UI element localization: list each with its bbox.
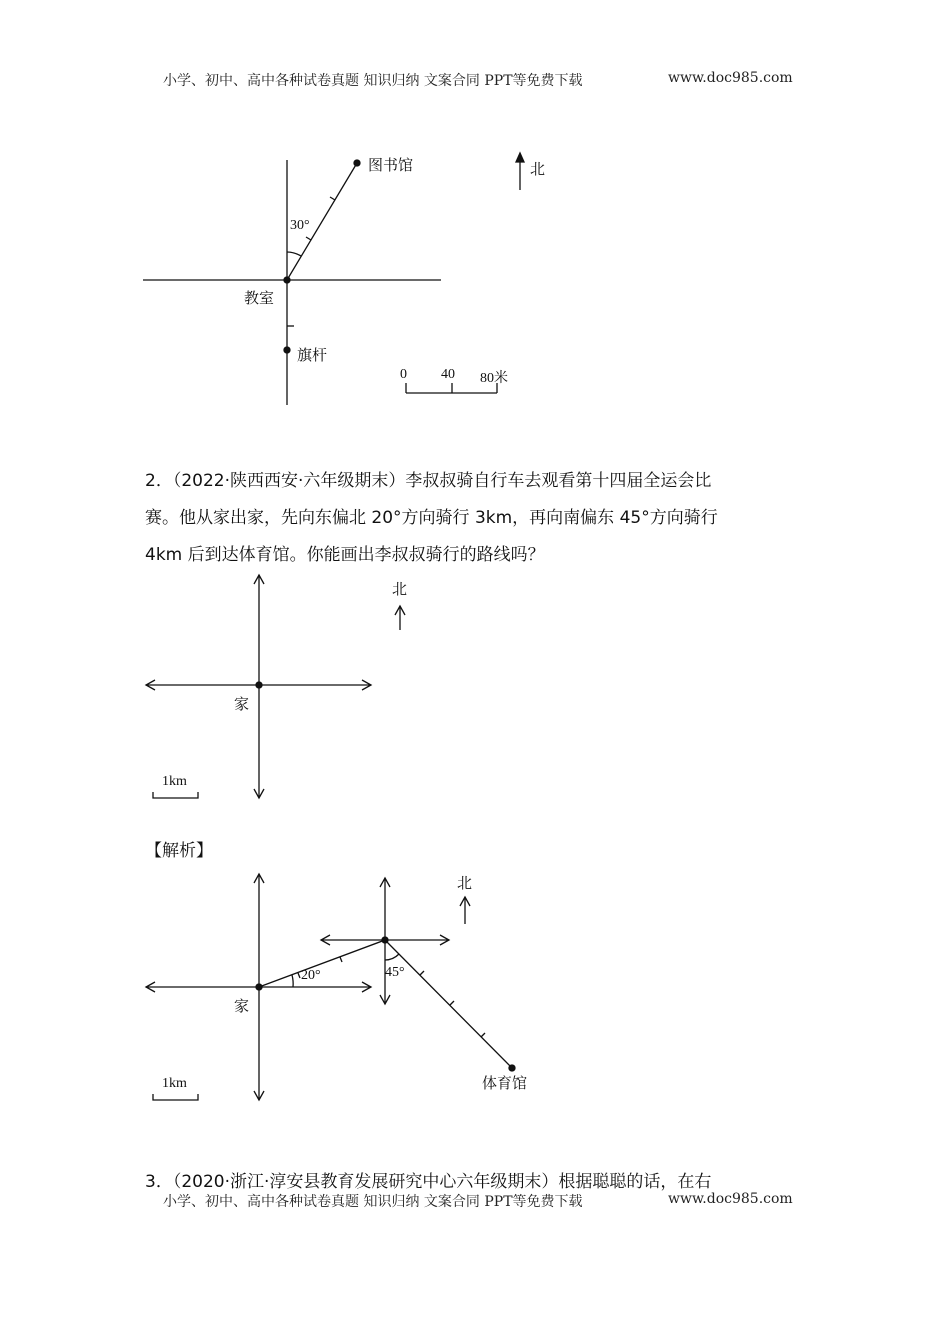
header-url: www.doc985.com [668,70,793,86]
scale-bar [153,792,198,798]
question2-line1: 2．（2022·陕西西安·六年级期末）李叔叔骑自行车去观看第十四届全运会比 [145,471,712,491]
scale-label: 1km [162,774,187,789]
footer-url: www.doc985.com [668,1191,793,1207]
home-label: 家 [234,695,250,713]
north-label: 北 [392,580,408,598]
question3-line1: 3．（2020·浙江·淳安县教育发展研究中心六年级期末）根据聪聪的话，在右 [145,1172,712,1192]
north-label: 北 [530,160,546,178]
scale-bar [153,1094,198,1100]
scale-80: 80米 [480,371,508,386]
angle-label: 30° [290,218,310,233]
footer-text: 小学、初中、高中各种试卷真题 知识归纳 文案合同 PPT等免费下载 [163,1194,583,1210]
angle-20-label: 20° [301,968,321,983]
figure2 [146,575,400,798]
scale-0: 0 [400,367,407,382]
header-text: 小学、初中、高中各种试卷真题 知识归纳 文案合同 PPT等免费下载 [163,73,583,89]
home-label: 家 [234,997,250,1015]
flagpole-label: 旗杆 [297,346,328,364]
route-leg-2 [385,940,512,1068]
figure1 [143,153,524,405]
stadium-label: 体育馆 [482,1074,528,1092]
library-label: 图书馆 [368,156,414,174]
analysis-label: 【解析】 [145,841,213,861]
route-leg-1 [259,940,385,987]
question2-line3: 4km 后到达体育馆。你能画出李叔叔骑行的路线吗？ [145,545,545,565]
north-label: 北 [457,874,473,892]
angle-45-label: 45° [385,965,405,980]
scale-label: 1km [162,1076,187,1091]
question2-line2: 赛。他从家出家，先向东偏北 20°方向骑行 3km，再向南偏东 45°方向骑行 [145,508,718,528]
scale-40: 40 [441,367,455,382]
figure3 [146,874,515,1100]
classroom-label: 教室 [244,289,275,307]
